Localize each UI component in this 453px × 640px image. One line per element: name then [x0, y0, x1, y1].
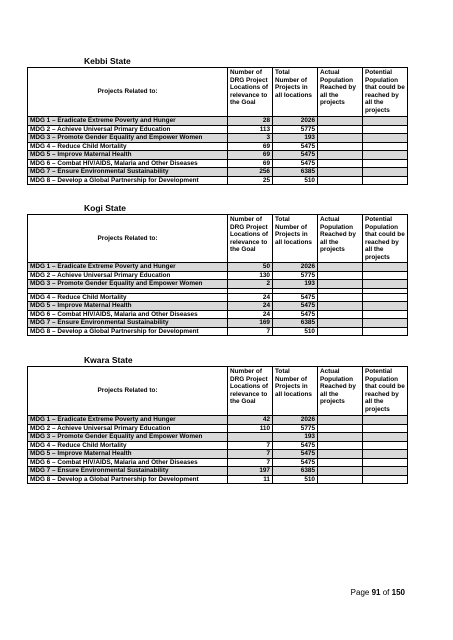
- goal-cell: MDG 7 – Ensure Environmental Sustainability: [28, 319, 228, 328]
- goal-cell: MDG 5 – Improve Maternal Health: [28, 151, 228, 160]
- table-row: [28, 458, 408, 467]
- actual-population-cell: [318, 467, 363, 476]
- total-projects-cell: 5475: [273, 441, 318, 450]
- drg-locations-cell: 42: [228, 416, 273, 425]
- potential-population-cell: [363, 458, 408, 467]
- drg-locations-cell: 197: [228, 467, 273, 476]
- table-row: [28, 263, 408, 272]
- total-projects-cell: 510: [273, 176, 318, 185]
- actual-population-cell: [318, 176, 363, 185]
- total-projects-cell: 5475: [273, 450, 318, 459]
- actual-population-cell: [318, 293, 363, 302]
- table-row: [28, 416, 408, 425]
- goal-cell: MDG 6 – Combat HIV/AIDS, Malaria and Other Diseases: [28, 310, 228, 319]
- total-projects-cell: 5475: [273, 310, 318, 319]
- drg-locations-cell: 3: [228, 134, 273, 143]
- drg-locations-cell: 7: [228, 441, 273, 450]
- drg-locations-cell: 24: [228, 310, 273, 319]
- drg-locations-cell: 50: [228, 263, 273, 272]
- actual-population-cell: [318, 280, 363, 289]
- header-drg-locations: Number of DRG Project Locations of relevance to the Goal: [228, 215, 273, 263]
- kebbi-table: [27, 67, 408, 185]
- goal-cell: MDG 3 – Promote Gender Equality and Empower Women: [28, 433, 228, 442]
- table-row: [28, 293, 408, 302]
- table-row: [28, 302, 408, 311]
- kwara-table-body: [28, 416, 408, 484]
- potential-population-cell: [363, 475, 408, 484]
- table-row: [28, 327, 408, 336]
- actual-population-cell: [318, 416, 363, 425]
- table-row: [28, 280, 408, 289]
- header-projects-related: Projects Related to:: [28, 68, 228, 117]
- goal-cell: MDG 3 – Promote Gender Equality and Empower Women: [28, 134, 228, 143]
- potential-population-cell: [363, 263, 408, 272]
- potential-population-cell: [363, 176, 408, 185]
- actual-population-cell: [318, 450, 363, 459]
- actual-population-cell: [318, 310, 363, 319]
- potential-population-cell: [363, 134, 408, 143]
- total-projects-cell: 2026: [273, 117, 318, 126]
- header-projects-related: Projects Related to:: [28, 215, 228, 263]
- potential-population-cell: [363, 142, 408, 151]
- drg-locations-cell: 28: [228, 117, 273, 126]
- table-row: [28, 159, 408, 168]
- goal-cell: MDG 7 – Ensure Environmental Sustainability: [28, 467, 228, 476]
- potential-population-cell: [363, 271, 408, 280]
- actual-population-cell: [318, 475, 363, 484]
- total-projects-cell: 5475: [273, 458, 318, 467]
- total-projects-cell: 6385: [273, 319, 318, 328]
- drg-locations-cell: 169: [228, 319, 273, 328]
- drg-locations-cell: 24: [228, 293, 273, 302]
- table-row: [28, 319, 408, 328]
- actual-population-cell: [318, 117, 363, 126]
- table-row: [28, 433, 408, 442]
- header-total-projects: Total Number of Projects in all locations: [273, 68, 318, 117]
- table-row: [28, 441, 408, 450]
- kogi-table: [27, 214, 408, 336]
- table-row: [28, 142, 408, 151]
- goal-cell: MDG 1 – Eradicate Extreme Poverty and Hunger: [28, 263, 228, 272]
- goal-cell: MDG 1 – Eradicate Extreme Poverty and Hunger: [28, 117, 228, 126]
- goal-cell: MDG 5 – Improve Maternal Health: [28, 450, 228, 459]
- drg-locations-cell: 7: [228, 458, 273, 467]
- drg-locations-cell: 69: [228, 142, 273, 151]
- total-projects-cell: 6385: [273, 467, 318, 476]
- header-total-projects: Total Number of Projects in all locations: [273, 367, 318, 416]
- of-word: of: [382, 588, 390, 597]
- goal-cell: MDG 5 – Improve Maternal Health: [28, 302, 228, 311]
- potential-population-cell: [363, 327, 408, 336]
- table-row: [28, 475, 408, 484]
- table-row: [28, 125, 408, 134]
- total-projects-cell: 5775: [273, 424, 318, 433]
- kogi-table-body: [28, 263, 408, 336]
- drg-locations-cell: 24: [228, 302, 273, 311]
- actual-population-cell: [318, 142, 363, 151]
- drg-locations-cell: 113: [228, 125, 273, 134]
- actual-population-cell: [318, 433, 363, 442]
- potential-population-cell: [363, 319, 408, 328]
- total-projects-cell: 193: [273, 280, 318, 289]
- goal-cell: MDG 2 – Achieve Universal Primary Education: [28, 424, 228, 433]
- drg-locations-cell: [228, 433, 273, 442]
- total-projects-cell: 6385: [273, 168, 318, 177]
- header-actual-population: Actual Population Reached by all the projects: [318, 367, 363, 416]
- page-footer: [351, 588, 405, 597]
- potential-population-cell: [363, 117, 408, 126]
- total-projects-cell: 2026: [273, 416, 318, 425]
- goal-cell: MDG 8 – Develop a Global Partnership for Development: [28, 475, 228, 484]
- actual-population-cell: [318, 327, 363, 336]
- total-projects-cell: 510: [273, 475, 318, 484]
- total-projects-cell: 5475: [273, 142, 318, 151]
- state-title-kebbi: Kebbi State: [84, 56, 131, 66]
- header-actual-population: Actual Population Reached by all the projects: [318, 215, 363, 263]
- table-row: [28, 134, 408, 143]
- kwara-table: [27, 366, 408, 484]
- potential-population-cell: [363, 450, 408, 459]
- total-projects-cell: 5475: [273, 159, 318, 168]
- header-drg-locations: Number of DRG Project Locations of relevance to the Goal: [228, 68, 273, 117]
- actual-population-cell: [318, 424, 363, 433]
- goal-cell: MDG 6 – Combat HIV/AIDS, Malaria and Other Diseases: [28, 458, 228, 467]
- potential-population-cell: [363, 424, 408, 433]
- drg-locations-cell: 25: [228, 176, 273, 185]
- total-projects-cell: 510: [273, 327, 318, 336]
- header-potential-population: Potential Population that could be reached by all the projects: [363, 68, 408, 117]
- state-title-kogi: Kogi State: [84, 203, 127, 213]
- total-projects-cell: 5475: [273, 302, 318, 311]
- potential-population-cell: [363, 310, 408, 319]
- goal-cell: MDG 2 – Achieve Universal Primary Education: [28, 125, 228, 134]
- header-drg-locations: Number of DRG Project Locations of relevance to the Goal: [228, 367, 273, 416]
- actual-population-cell: [318, 319, 363, 328]
- goal-cell: MDG 4 – Reduce Child Mortality: [28, 441, 228, 450]
- drg-locations-cell: 7: [228, 450, 273, 459]
- actual-population-cell: [318, 159, 363, 168]
- potential-population-cell: [363, 416, 408, 425]
- actual-population-cell: [318, 168, 363, 177]
- drg-locations-cell: 256: [228, 168, 273, 177]
- kebbi-table-body: [28, 117, 408, 185]
- potential-population-cell: [363, 125, 408, 134]
- potential-population-cell: [363, 441, 408, 450]
- potential-population-cell: [363, 293, 408, 302]
- goal-cell: MDG 8 – Develop a Global Partnership for Development: [28, 176, 228, 185]
- header-total-projects: Total Number of Projects in all locations: [273, 215, 318, 263]
- actual-population-cell: [318, 441, 363, 450]
- drg-locations-cell: 69: [228, 151, 273, 160]
- table-row: [28, 151, 408, 160]
- table-row: [28, 467, 408, 476]
- total-projects-cell: 193: [273, 433, 318, 442]
- page-word: Page: [350, 588, 370, 597]
- table-row: [28, 310, 408, 319]
- header-projects-related: Projects Related to:: [28, 367, 228, 416]
- goal-cell: MDG 7 – Ensure Environmental Sustainability: [28, 168, 228, 177]
- total-projects-cell: 5475: [273, 293, 318, 302]
- total-projects-cell: 193: [273, 134, 318, 143]
- actual-population-cell: [318, 302, 363, 311]
- drg-locations-cell: 11: [228, 475, 273, 484]
- header-potential-population: Potential Population that could be reached by all the projects: [363, 367, 408, 416]
- goal-cell: MDG 6 – Combat HIV/AIDS, Malaria and Other Diseases: [28, 159, 228, 168]
- header-actual-population: Actual Population Reached by all the projects: [318, 68, 363, 117]
- goal-cell: MDG 4 – Reduce Child Mortality: [28, 293, 228, 302]
- potential-population-cell: [363, 168, 408, 177]
- table-row: [28, 450, 408, 459]
- goal-cell: MDG 4 – Reduce Child Mortality: [28, 142, 228, 151]
- potential-population-cell: [363, 302, 408, 311]
- header-potential-population: Potential Population that could be reached by all the projects: [363, 215, 408, 263]
- total-projects-cell: 5475: [273, 151, 318, 160]
- table-row: [28, 117, 408, 126]
- table-row: [28, 176, 408, 185]
- page-number: 91: [371, 588, 381, 597]
- table-row: [28, 271, 408, 280]
- goal-cell: MDG 1 – Eradicate Extreme Poverty and Hunger: [28, 416, 228, 425]
- potential-population-cell: [363, 151, 408, 160]
- table-row: [28, 424, 408, 433]
- potential-population-cell: [363, 467, 408, 476]
- actual-population-cell: [318, 263, 363, 272]
- drg-locations-cell: 130: [228, 271, 273, 280]
- drg-locations-cell: 2: [228, 280, 273, 289]
- potential-population-cell: [363, 159, 408, 168]
- actual-population-cell: [318, 271, 363, 280]
- total-projects-cell: 5775: [273, 125, 318, 134]
- potential-population-cell: [363, 280, 408, 289]
- actual-population-cell: [318, 125, 363, 134]
- goal-cell: MDG 3 – Promote Gender Equality and Empower Women: [28, 280, 228, 289]
- total-projects-cell: 2026: [273, 263, 318, 272]
- goal-cell: MDG 8 – Develop a Global Partnership for Development: [28, 327, 228, 336]
- page-total: 150: [391, 588, 405, 597]
- goal-cell: MDG 2 – Achieve Universal Primary Education: [28, 271, 228, 280]
- drg-locations-cell: 110: [228, 424, 273, 433]
- actual-population-cell: [318, 134, 363, 143]
- state-title-kwara: Kwara State: [84, 355, 133, 365]
- actual-population-cell: [318, 458, 363, 467]
- potential-population-cell: [363, 433, 408, 442]
- drg-locations-cell: 7: [228, 327, 273, 336]
- drg-locations-cell: 69: [228, 159, 273, 168]
- actual-population-cell: [318, 151, 363, 160]
- table-row: [28, 168, 408, 177]
- total-projects-cell: 5775: [273, 271, 318, 280]
